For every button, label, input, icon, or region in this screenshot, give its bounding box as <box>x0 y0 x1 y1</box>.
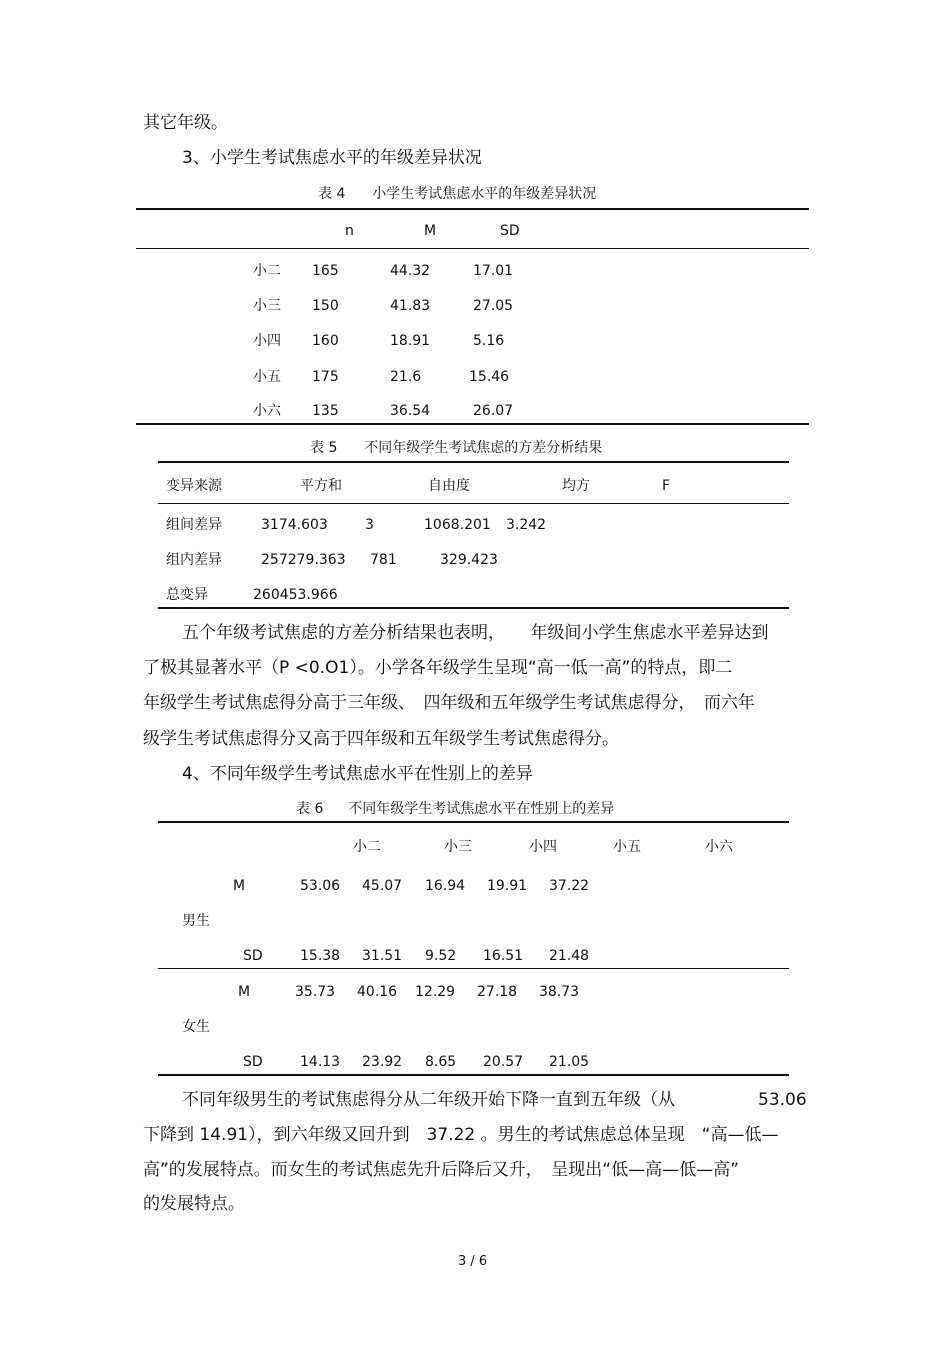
table-6-header-grade: 小三 <box>444 839 472 855</box>
table-4-header-sd: SD <box>500 223 520 239</box>
page-number: 3 / 6 <box>458 1254 488 1269</box>
table-4-n: 165 <box>312 263 339 279</box>
table-6-male-sd: 31.51 <box>362 948 403 964</box>
table-4-sd: 26.07 <box>473 403 514 419</box>
paragraph-2-number: 53.06 <box>758 1090 807 1110</box>
paragraph-1-line: 年级学生考试焦虑得分高于三年级、 四年级和五年级学生考试焦虑得分， 而六年 <box>143 693 755 713</box>
table-6-male-m-label: M <box>233 878 246 894</box>
table-5-source: 总变异 <box>166 587 208 603</box>
table-5-bottom-rule <box>158 607 789 609</box>
table-4-n: 135 <box>312 403 339 419</box>
table-6-male-m: 19.91 <box>487 878 528 894</box>
table-5-ss: 260453.966 <box>253 587 338 603</box>
table-6-male-sd-label: SD <box>243 948 263 964</box>
table-4-grade: 小二 <box>253 263 281 279</box>
table-6-female-m: 35.73 <box>295 984 336 1000</box>
table-4-sd: 5.16 <box>473 333 505 349</box>
table-6-male-m: 53.06 <box>300 878 341 894</box>
paragraph-1-line: 五个年级考试焦虑的方差分析结果也表明， 年级间小学生焦虑水平差异达到 <box>182 623 769 643</box>
table-4-m: 41.83 <box>390 298 431 314</box>
table-4-m: 18.91 <box>390 333 431 349</box>
table-6-female-sd: 21.05 <box>549 1054 590 1070</box>
table-4-grade: 小四 <box>253 333 281 349</box>
table-6-male-sd: 21.48 <box>549 948 590 964</box>
table-4-sd: 15.46 <box>469 369 510 385</box>
intro-text: 其它年级。 <box>143 113 228 133</box>
table-5-caption-title: 不同年级学生考试焦虑的方差分析结果 <box>364 440 603 456</box>
table-4-caption-label: 表 4 <box>318 186 346 202</box>
table-5-ms: 329.423 <box>440 552 498 568</box>
table-6-male-m: 37.22 <box>549 878 590 894</box>
table-4-bottom-rule <box>136 423 809 425</box>
table-6-female-sd: 8.65 <box>425 1054 457 1070</box>
table-6-header-grade: 小五 <box>613 839 641 855</box>
table-4-m: 44.32 <box>390 263 431 279</box>
table-4-sd: 17.01 <box>473 263 514 279</box>
table-4-header-n: n <box>345 223 354 239</box>
table-5-header-ms: 均方 <box>562 478 590 494</box>
table-5-header-ss: 平方和 <box>300 478 342 494</box>
paragraph-1-line: 了极其显著水平（P <0.O1）。小学各年级学生呈现“高一低一高”的特点，即二 <box>143 658 733 678</box>
table-6-header-grade: 小四 <box>529 839 557 855</box>
table-5-caption <box>310 439 602 457</box>
table-4-grade: 小六 <box>253 403 281 419</box>
table-4-grade: 小五 <box>253 369 281 385</box>
table-6-bottom-rule <box>158 1074 789 1076</box>
section-4-heading: 4、不同年级学生考试焦虑水平在性别上的差异 <box>182 764 533 784</box>
paragraph-2-line: 的发展特点。 <box>143 1194 245 1214</box>
table-6-female-m: 12.29 <box>415 984 456 1000</box>
table-5-df: 781 <box>370 552 397 568</box>
table-6-male-sd: 15.38 <box>300 948 341 964</box>
table-4-m: 36.54 <box>390 403 431 419</box>
table-6-caption <box>296 800 614 818</box>
table-5-caption-label: 表 5 <box>310 440 338 456</box>
table-5-source: 组间差异 <box>166 517 222 533</box>
table-5-ms: 1068.201 <box>424 517 491 533</box>
table-5-source: 组内差异 <box>166 552 222 568</box>
table-5-header-df: 自由度 <box>428 478 470 494</box>
table-5-df: 3 <box>365 517 374 533</box>
table-4-caption <box>318 185 596 203</box>
paragraph-2-line: 下降到 14.91），到六年级又回升到 37.22 。男生的考试焦虑总体呈现 “高—低— <box>143 1125 779 1145</box>
table-4-caption-title: 小学生考试焦虑水平的年级差异状况 <box>372 186 597 202</box>
table-6-male-sd: 16.51 <box>483 948 524 964</box>
table-4-m: 21.6 <box>390 369 422 385</box>
table-6-top-rule <box>158 821 789 823</box>
table-5-f: 3.242 <box>506 517 547 533</box>
table-6-male-sd: 9.52 <box>425 948 457 964</box>
table-6-female-sd: 14.13 <box>300 1054 341 1070</box>
table-6-female-m: 40.16 <box>357 984 398 1000</box>
table-6-female-label: 女生 <box>182 1019 210 1035</box>
table-6-caption-title: 不同年级学生考试焦虑水平在性别上的差异 <box>348 801 615 817</box>
paragraph-2-line: 高”的发展特点。而女生的考试焦虑先升后降后又升， 呈现出“低—高—低—高” <box>143 1160 739 1180</box>
table-4-top-rule <box>136 208 809 210</box>
table-5-header-rule <box>158 503 789 504</box>
table-6-female-sd-label: SD <box>243 1054 263 1070</box>
table-6-female-sd: 23.92 <box>362 1054 403 1070</box>
table-4-n: 150 <box>312 298 339 314</box>
table-5-header-source: 变异来源 <box>166 478 222 494</box>
table-6-male-m: 45.07 <box>362 878 403 894</box>
section-3-heading: 3、小学生考试焦虑水平的年级差异状况 <box>182 148 482 168</box>
table-5-ss: 257279.363 <box>261 552 346 568</box>
table-6-header-grade: 小六 <box>705 839 733 855</box>
table-6-caption-label: 表 6 <box>296 801 324 817</box>
table-6-female-sd: 20.57 <box>483 1054 524 1070</box>
table-6-female-m-label: M <box>238 984 251 1000</box>
paragraph-1-line: 级学生考试焦虑得分又高于四年级和五年级学生考试焦虑得分。 <box>143 729 619 749</box>
table-6-group-divider <box>158 968 789 969</box>
table-6-header-grade: 小二 <box>353 839 381 855</box>
paragraph-2-line: 不同年级男生的考试焦虑得分从二年级开始下降一直到五年级（从 <box>182 1090 675 1110</box>
table-5-header-f: F <box>662 478 671 494</box>
table-4-sd: 27.05 <box>473 298 514 314</box>
table-6-male-m: 16.94 <box>425 878 466 894</box>
table-5-top-rule <box>158 461 789 463</box>
table-4-n: 175 <box>312 369 339 385</box>
table-6-female-m: 27.18 <box>477 984 518 1000</box>
table-5-ss: 3174.603 <box>261 517 328 533</box>
table-4-header-m: M <box>424 223 437 239</box>
table-4-n: 160 <box>312 333 339 349</box>
table-6-male-label: 男生 <box>182 913 210 929</box>
table-4-grade: 小三 <box>253 298 281 314</box>
table-4-header-rule <box>136 248 809 249</box>
table-6-female-m: 38.73 <box>539 984 580 1000</box>
